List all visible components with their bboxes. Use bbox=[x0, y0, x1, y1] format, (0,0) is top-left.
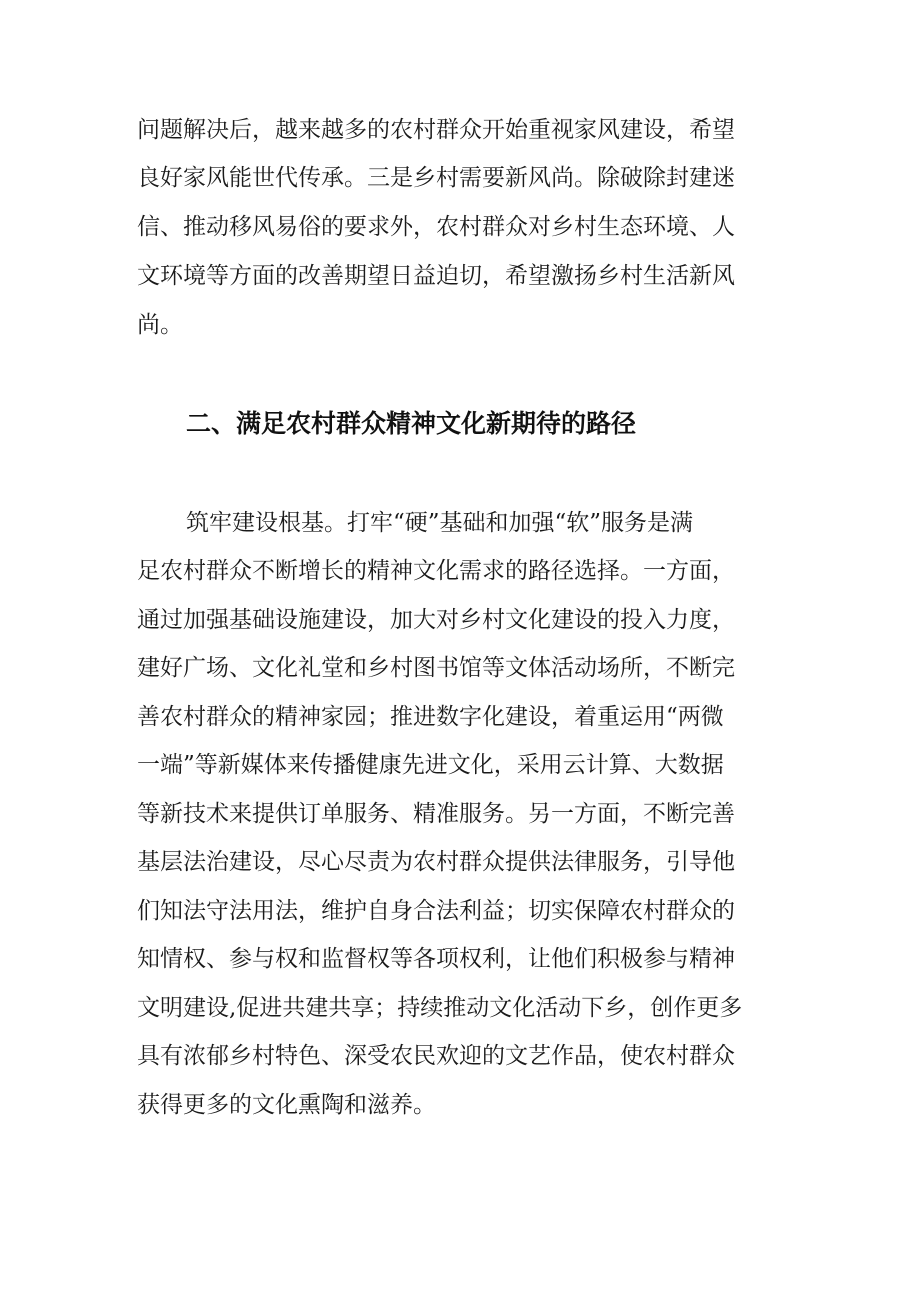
paragraph-line: 获得更多的文化熏陶和滋养。 bbox=[137, 1092, 436, 1118]
paragraph-line: 问题解决后，越来越多的农村群众开始重视家风建设，希望 bbox=[137, 117, 735, 143]
paragraph-line: 基层法治建设，尽心尽责为农村群众提供法律服务，引导他 bbox=[137, 849, 735, 875]
paragraph-line: 信、推动移风易俗的要求外，农村群众对乡村生态环境、人 bbox=[137, 214, 735, 240]
paragraph-line: 尚。 bbox=[137, 312, 183, 338]
paragraph-line: 一端”等新媒体来传播健康先进文化，采用云计算、大数据 bbox=[137, 752, 724, 778]
paragraph-line: 建好广场、文化礼堂和乡村图书馆等文体活动场所，不断完 bbox=[137, 655, 735, 681]
section-heading: 二、满足农村群众精神文化新期待的路径 bbox=[186, 409, 637, 438]
paragraph-line: 文明建设,促进共建共享；持续推动文化活动下乡，创作更多 bbox=[137, 995, 743, 1021]
paragraph-line: 文环境等方面的改善期望日益迫切，希望激扬乡村生活新风 bbox=[137, 263, 735, 289]
paragraph-line: 良好家风能世代传承。三是乡村需要新风尚。除破除封建迷 bbox=[137, 165, 735, 191]
paragraph-line: 知情权、参与权和监督权等各项权利，让他们积极参与精神 bbox=[137, 946, 735, 972]
paragraph-line: 通过加强基础设施建设，加大对乡村文化建设的投入力度， bbox=[137, 607, 735, 633]
paragraph-line: 们知法守法用法，维护自身合法利益；切实保障农村群众的 bbox=[137, 898, 735, 924]
paragraph-line: 等新技术来提供订单服务、精准服务。另一方面，不断完善 bbox=[137, 801, 735, 827]
paragraph-line: 善农村群众的精神家园；推进数字化建设，着重运用“两微 bbox=[137, 704, 724, 730]
paragraph-line: 具有浓郁乡村特色、深受农民欢迎的文艺作品，使农村群众 bbox=[137, 1043, 735, 1069]
paragraph-line: 足农村群众不断增长的精神文化需求的路径选择。一方面， bbox=[137, 558, 735, 584]
paragraph-line-first: 筑牢建设根基。打牢“硬”基础和加强“软”服务是满 bbox=[186, 510, 694, 536]
